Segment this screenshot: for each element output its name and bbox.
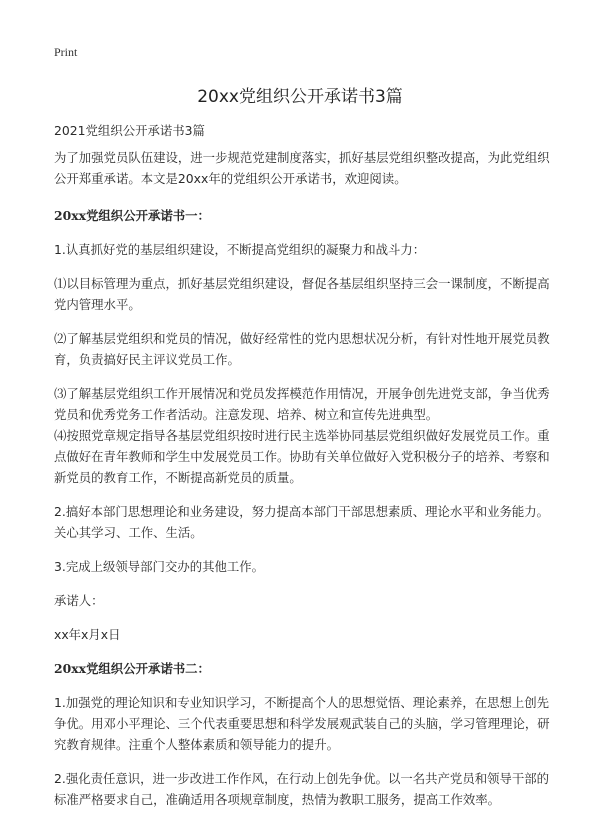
section-1-sub-item-3: ⑶了解基层党组织工作开展情况和党员发挥模范作用情况，开展争创先进党支部，争当优秀党员和优秀党务工作者活动。注意发现、培养、树立和宣传先进典型。 (54, 386, 550, 422)
section-1-heading: 20xx党组织公开承诺书一： (54, 208, 210, 223)
document-subtitle: 2021党组织公开承诺书3篇 (54, 123, 205, 138)
section-1-item-1: 1.认真抓好党的基层组织建设，不断提高党组织的凝聚力和战斗力： (54, 242, 426, 257)
section-1-item-3: 3.完成上级领导部门交办的其他工作。 (54, 559, 265, 574)
section-1-sub-item-2: ⑵了解基层党组织和党员的情况，做好经常性的党内思想状况分析，有针对性地开展党员教育，负责搞好民主评议党员工作。 (54, 331, 550, 367)
signature-date: xx年x月x日 (54, 627, 121, 642)
document-title: 20xx党组织公开承诺书3篇 (197, 87, 403, 107)
document-body (54, 120, 554, 810)
section-1-item-2: 2.搞好本部门思想理论和业务建设，努力提高本部门干部思想素质、理论水平和业务能力。关心其学习、工作、生活。 (54, 504, 550, 540)
section-2-heading: 20xx党组织公开承诺书二： (54, 661, 210, 676)
section-1-sub-item-1: ⑴以目标管理为重点，抓好基层党组织建设，督促各基层组织坚持三会一课制度，不断提高党内管理水平。 (54, 276, 550, 312)
section-2-item-2: 2.强化责任意识，进一步改进工作作风，在行动上创先争优。以一名共产党员和领导干部的标准严格要求自己，准确适用各项规章制度，热情为教职工服务，提高工作效率。 (54, 771, 550, 807)
section-1-sub-item-4: ⑷按照党章规定指导各基层党组织按时进行民主选举协同基层党组织做好发展党员工作。重点做好在青年教师和学生中发展党员工作。协助有关单位做好入党积极分子的培养、考察和新党员的教育工作，不断提高新党员的质量。 (54, 428, 550, 485)
print-label: Print (54, 45, 78, 59)
signer-label: 承诺人： (54, 593, 104, 608)
section-2-item-1: 1.加强党的理论知识和专业知识学习，不断提高个人的思想觉悟、理论素养，在思想上创先争优。用邓小平理论、三个代表重要思想和科学发展观武装自己的头脑，学习管理理论，研究教育规律。注重个人整体素质和领导能力的提升。 (54, 695, 550, 752)
intro-paragraph: 为了加强党员队伍建设，进一步规范党建制度落实，抓好基层党组织整改提高，为此党组织公开郑重承诺。本文是20xx年的党组织公开承诺书，欢迎阅读。 (54, 150, 550, 186)
